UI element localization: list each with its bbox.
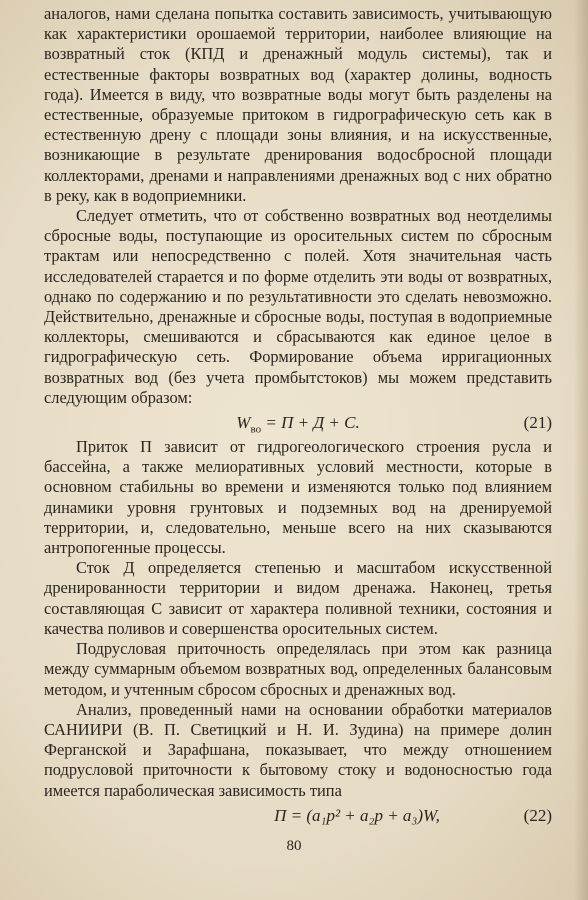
paragraph-5: Подрусловая приточность определялась при этом как разница между суммарным объемом возвратных вод, определенных балансовым методом, и учтенным сбросом сбросных и дренажных вод. <box>44 639 552 699</box>
paragraph-1: аналогов, нами сделана попытка составить зависимость, учитывающую как характеристики орошаемой территории, наиболее влияющие на возвратный сток (КПД и дренажный модуль системы), так и естественные факторы возвратных вод (характер долины, водность года). Имеется в виду, что возвратные воды могут быть разделены на естественные, образуемые притоком в гидрографическую сеть как в естественную дрену с площади зоны влияния, и на искусственные, возникающие в результате дренирования водосбросной площади коллекторами, дренами и направлениями дренажных вод с них обратно в реку, как в водоприемники. <box>44 4 552 205</box>
formula-21-expression <box>44 408 552 444</box>
formula-21-subscript: во <box>250 423 262 436</box>
paragraph-6: Анализ, проведенный нами на основании обработки материалов САНИИРИ (В. П. Светицкий и Н. И. Зудина) на примере долин Ферганской и Зарафшана, показывает, что между отношением подрусловой приточности к бытовому стоку и водоносностью года имеется параболическая зависимость типа <box>44 699 552 800</box>
formula-21 <box>44 408 552 437</box>
page-number: 80 <box>286 838 302 854</box>
formula-21-number: (21) <box>523 413 552 433</box>
paragraph-3: Приток П зависит от гидрогеологического строения русла и бассейна, а также мелиоративных условий местности, которые в основном стабильны во времени и изменяются только под влиянием динамики уровня грунтовых и подземных вод на дренируемой территории, и, следовательно, меньше всего на них сказываются антропогенные процессы. <box>44 437 552 558</box>
formula-22-expression: П = (a₁p² + a₂p + a₃)W, <box>274 805 440 825</box>
formula-21-rhs: = П + Д + С. <box>261 413 360 433</box>
page-edge-shadow <box>574 0 588 900</box>
formula-22-number: (22) <box>523 805 552 825</box>
page-body <box>44 4 552 830</box>
formula-22 <box>44 801 552 830</box>
paragraph-2: Следует отметить, что от собственно возвратных вод неотделимы сбросные воды, поступающие из оросительных систем по сбросным трактам или непосредственно с полей. Хотя значительная часть исследователей старается и по форме отделить эти воды от возвратных, однако по содержанию и по результативности это сделать невозможно. Действительно, дренажные и сбросные воды, поступая в водоприемные коллекторы, смешиваются и сбрасываются как единое целое в гидрографическую сеть. Формирование объема ирригационных возвратных вод (без учета промбытстоков) мы можем представить следующим образом: <box>44 206 552 407</box>
formula-21-lhs: W <box>236 413 251 433</box>
paragraph-4: Сток Д определяется степенью и масштабом искусственной дренированности территории и видом дренажа. Наконец, третья составляющая С зависит от характера поливной техники, состояния и качества поливов и совершенства оросительных систем. <box>44 558 552 638</box>
